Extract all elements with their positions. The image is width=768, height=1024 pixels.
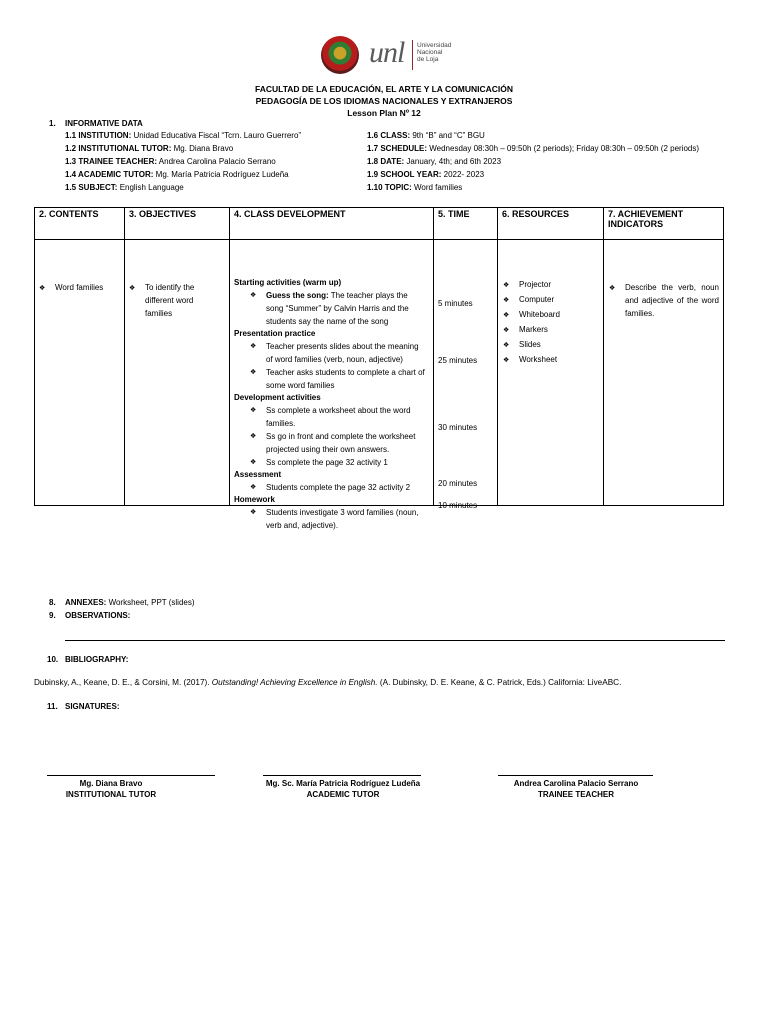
- time-homework: 10 minutes: [438, 501, 478, 510]
- time-assessment: 20 minutes: [438, 479, 478, 488]
- info-topic: [367, 181, 757, 194]
- university-name-line: de Loja: [417, 56, 439, 63]
- table-row: [35, 240, 724, 506]
- assessment-title: Assessment: [234, 470, 282, 479]
- info-schedule: [367, 142, 757, 155]
- bullet-icon: ❖: [39, 285, 46, 292]
- presentation-item: [234, 340, 427, 366]
- warmup-item: [234, 289, 427, 328]
- observations-line: [65, 640, 725, 641]
- university-seal-icon: [321, 36, 359, 74]
- info-value: Andrea Carolina Palacio Serrano: [157, 157, 276, 166]
- signature-name: Mg. Diana Bravo: [79, 779, 143, 788]
- unl-logo: unl: [369, 36, 405, 69]
- annexes-value: Worksheet, PPT (slides): [106, 598, 195, 607]
- bibliography-authors: Dubinsky, A., Keane, D. E., & Corsini, M. (2017).: [34, 678, 212, 687]
- bullet-icon: ❖: [250, 509, 257, 516]
- signature-role: TRAINEE TEACHER: [537, 790, 614, 799]
- assessment-item: [234, 481, 427, 494]
- homework-text: Students investigate 3 word families (noun, verb and, adjective).: [266, 508, 419, 530]
- resource-item: [503, 308, 603, 323]
- time-presentation: 25 minutes: [438, 356, 478, 365]
- bibliography-publisher: (A. Dubinsky, D. E. Keane, & C. Patrick, Eds.) California: LiveABC.: [377, 678, 622, 687]
- annexes-num: 8.: [49, 598, 56, 607]
- bullet-icon: [129, 281, 141, 295]
- resource-item: [503, 293, 603, 308]
- development-text: Ss complete a worksheet about the word families.: [266, 406, 411, 428]
- info-value: Unidad Educativa Fiscal “Tcrn. Lauro Guerrero”: [131, 131, 302, 140]
- info-value: Wednesday 08:30h – 09:50h (2 periods); Friday 08:30h – 09:50h (2 periods): [427, 144, 700, 153]
- contents-text: Word families: [55, 283, 104, 292]
- bullet-glyph: ❖: [129, 285, 136, 292]
- bibliography-num: 10.: [47, 655, 59, 664]
- university-name-line: Nacional: [417, 49, 443, 56]
- time-cell: [434, 240, 498, 510]
- header-objectives: 3. OBJECTIVES: [125, 208, 230, 240]
- informative-left: [65, 129, 301, 194]
- bullet-icon: [609, 281, 621, 295]
- signature-institutional-tutor: [27, 778, 195, 800]
- signature-name: Mg. Sc. María Patricia Rodríguez Ludeña: [265, 779, 421, 788]
- info-label: 1.6 CLASS:: [367, 131, 411, 140]
- info-label: 1.7 SCHEDULE:: [367, 144, 428, 153]
- signature-line: [498, 775, 653, 776]
- info-label: 1.3 TRAINEE TEACHER:: [65, 157, 158, 166]
- signatures-label: SIGNATURES:: [65, 702, 120, 711]
- development-item: [234, 430, 427, 456]
- development-item: [234, 404, 427, 430]
- resource-text: Slides: [519, 340, 541, 349]
- bullet-icon: ❖: [250, 292, 257, 299]
- development-text: Ss complete the page 32 activity 1: [266, 458, 388, 467]
- bullet-icon: ❖: [250, 343, 257, 350]
- info-label: 1.1 INSTITUTION:: [65, 131, 132, 140]
- info-trainee-teacher: [65, 155, 301, 168]
- info-label: 1.9 SCHOOL YEAR:: [367, 170, 442, 179]
- development-item: [234, 456, 427, 469]
- bullet-glyph: ❖: [609, 285, 616, 292]
- signature-trainee-teacher: [476, 778, 676, 800]
- info-value: Mg. Diana Bravo: [171, 144, 234, 153]
- info-subject: [65, 181, 301, 194]
- informative-right: [367, 129, 757, 194]
- observations-label: OBSERVATIONS:: [65, 611, 131, 620]
- indicator-text: Describe the verb, noun and adjective of the word families.: [625, 283, 719, 318]
- resource-text: Worksheet: [519, 355, 558, 364]
- time-development: 30 minutes: [438, 423, 478, 432]
- indicators-cell: [604, 240, 724, 506]
- contents-cell: [35, 240, 125, 506]
- assessment-text: Students complete the page 32 activity 2: [266, 483, 411, 492]
- annexes: [65, 598, 195, 607]
- bullet-icon: ❖: [503, 282, 510, 289]
- warmup-bold: Guess the song:: [266, 291, 329, 300]
- lesson-plan-number: Lesson Plan Nº 12: [347, 108, 421, 118]
- signature-line: [47, 775, 215, 776]
- signature-line: [263, 775, 421, 776]
- program-title: PEDAGOGÍA DE LOS IDIOMAS NACIONALES Y EXTRANJEROS: [255, 96, 513, 106]
- faculty-title: FACULTAD DE LA EDUCACIÓN, EL ARTE Y LA COMUNICACIÓN: [255, 84, 513, 94]
- presentation-item: [234, 366, 427, 392]
- signatures-num: 11.: [47, 702, 58, 711]
- header-achievement-indicators: 7. ACHIEVEMENT INDICATORS: [604, 208, 724, 240]
- header-time: 5. TIME: [434, 208, 498, 240]
- resource-item: [503, 278, 603, 293]
- resource-item: [503, 353, 603, 368]
- table-header-row: [35, 208, 724, 240]
- bullet-icon: ❖: [250, 407, 257, 414]
- header-class-development: 4. CLASS DEVELOPMENT: [230, 208, 434, 240]
- warmup-title: Starting activities (warm up): [234, 278, 342, 287]
- info-value: 9th “B” and “C” BGU: [410, 131, 485, 140]
- university-name: [417, 42, 451, 63]
- resource-item: [503, 323, 603, 338]
- bullet-icon: ❖: [503, 342, 510, 349]
- info-label: 1.8 DATE:: [367, 157, 405, 166]
- objectives-cell: [125, 240, 230, 506]
- info-class: [367, 129, 757, 142]
- observations-num: 9.: [49, 611, 56, 620]
- info-date: [367, 155, 757, 168]
- bibliography-label: BIBLIOGRAPHY:: [65, 655, 129, 664]
- info-institutional-tutor: [65, 142, 301, 155]
- informative-heading: INFORMATIVE DATA: [65, 119, 143, 128]
- resource-text: Computer: [519, 295, 555, 304]
- presentation-title: Presentation practice: [234, 329, 316, 338]
- presentation-text: Teacher presents slides about the meaning of word families (verb, noun, adjective): [266, 342, 419, 364]
- resources-cell: [498, 240, 604, 506]
- annexes-label: ANNEXES:: [65, 598, 107, 607]
- info-label: 1.4 ACADEMIC TUTOR:: [65, 170, 154, 179]
- bullet-icon: ❖: [250, 433, 257, 440]
- signature-academic-tutor: [243, 778, 443, 800]
- university-name-line: Universidad: [417, 42, 452, 49]
- bibliography-title: Outstanding! Achieving Excellence in English.: [211, 678, 378, 687]
- info-value: Mg. María Patricia Rodríguez Ludeña: [153, 170, 289, 179]
- info-value: Word families: [411, 183, 463, 192]
- resource-text: Markers: [519, 325, 548, 334]
- bullet-icon: ❖: [250, 484, 257, 491]
- time-warmup: 5 minutes: [438, 299, 473, 308]
- info-label: 1.10 TOPIC:: [367, 183, 412, 192]
- info-value: 2022- 2023: [441, 170, 485, 179]
- development-title: Development activities: [234, 393, 321, 402]
- signature-name: Andrea Carolina Palacio Serrano: [513, 779, 639, 788]
- bullet-icon: ❖: [250, 369, 257, 376]
- info-value: January, 4th; and 6th 2023: [404, 157, 502, 166]
- informative-heading-num: 1.: [49, 119, 56, 128]
- header-resources: 6. RESOURCES: [498, 208, 604, 240]
- objective-text: To identify the different word families: [145, 283, 195, 318]
- info-school-year: [367, 168, 757, 181]
- signature-role: ACADEMIC TUTOR: [306, 790, 380, 799]
- resource-text: Projector: [519, 280, 552, 289]
- homework-item: [234, 506, 427, 532]
- bullet-icon: ❖: [503, 297, 510, 304]
- resource-text: Whiteboard: [519, 310, 560, 319]
- info-value: English Language: [117, 183, 184, 192]
- contents-item: [39, 281, 103, 295]
- info-academic-tutor: [65, 168, 301, 181]
- bullet-icon: ❖: [503, 327, 510, 334]
- info-label: 1.5 SUBJECT:: [65, 183, 118, 192]
- homework-title: Homework: [234, 495, 275, 504]
- bullet-icon: ❖: [250, 459, 257, 466]
- class-development-cell: [230, 240, 434, 530]
- info-institution: [65, 129, 301, 142]
- bullet-icon: ❖: [503, 312, 510, 319]
- bullet-icon: ❖: [503, 357, 510, 364]
- presentation-text: Teacher asks students to complete a chart of some word families: [266, 368, 425, 390]
- warmup-text: The teacher plays the song “Summer” by Calvin Harris and the students say the name of the song: [266, 291, 409, 326]
- header-contents: 2. CONTENTS: [35, 208, 125, 240]
- bibliography-entry: [34, 678, 621, 687]
- logo-divider: [412, 40, 413, 70]
- signature-role: INSTITUTIONAL TUTOR: [65, 790, 157, 799]
- info-label: 1.2 INSTITUTIONAL TUTOR:: [65, 144, 172, 153]
- development-text: Ss go in front and complete the worksheet projected using their own answers.: [266, 432, 416, 454]
- resource-item: [503, 338, 603, 353]
- lesson-plan-table: [34, 207, 724, 530]
